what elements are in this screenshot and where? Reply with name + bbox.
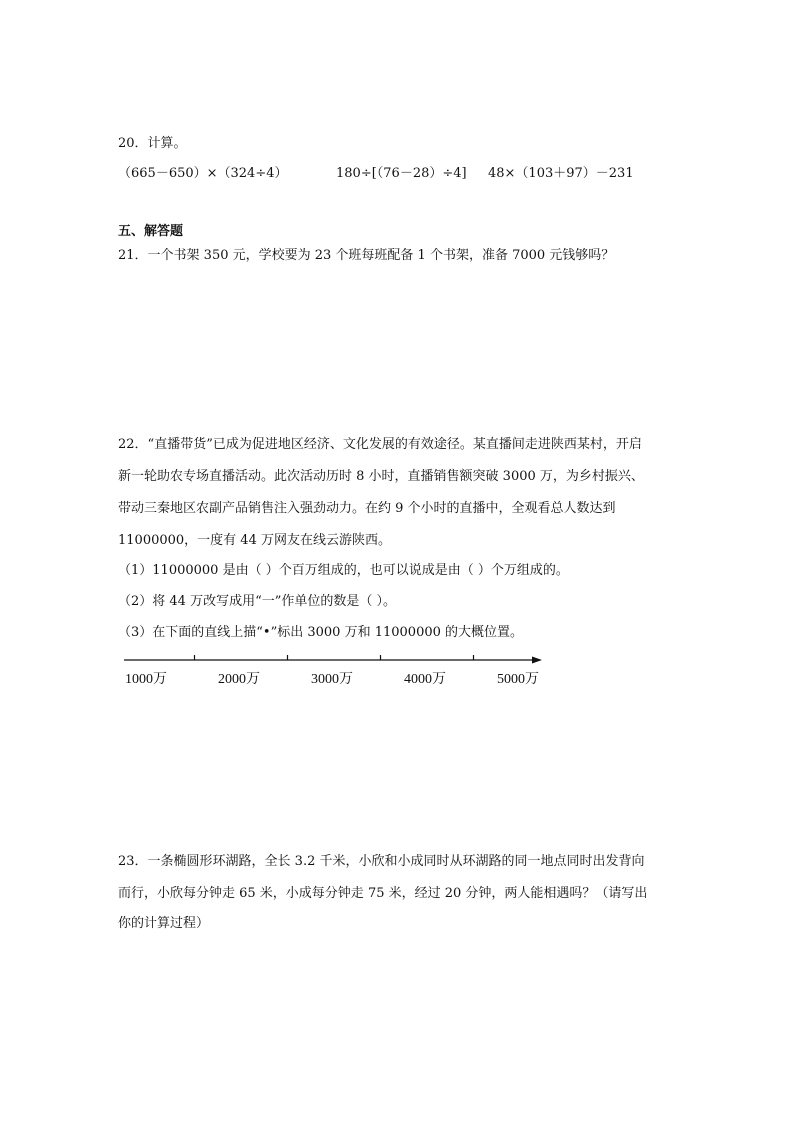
number-line bbox=[118, 648, 558, 692]
section-heading: 五、解答题 bbox=[118, 224, 184, 239]
calc-expression-3: 48×（103＋97）－231 bbox=[488, 166, 634, 181]
question-22-sub-1: （1）11000000 是由（ ）个百万组成的，也可以说成是由（ ）个万组成的。 bbox=[118, 563, 569, 578]
number-line-label: 2000万 bbox=[218, 672, 260, 687]
question-23-line-3: 你的计算过程） bbox=[118, 916, 210, 931]
question-20-title: 20．计算。 bbox=[118, 136, 187, 151]
question-22-sub-3: （3）在下面的直线上描“•”标出 3000 万和 11000000 的大概位置。 bbox=[118, 625, 524, 640]
question-22-line-1: 22．“直播带货”已成为促进地区经济、文化发展的有效途径。某直播间走进陕西某村，开启 bbox=[118, 437, 642, 452]
question-22-line-4: 11000000，一度有 44 万网友在线云游陕西。 bbox=[118, 533, 391, 548]
number-line-svg bbox=[118, 648, 558, 692]
number-line-label: 5000万 bbox=[497, 672, 539, 687]
question-22-line-2: 新一轮助农专场直播活动。此次活动历时 8 小时，直播销售额突破 3000 万，为乡村振兴、 bbox=[118, 469, 644, 484]
number-line-label: 3000万 bbox=[311, 672, 353, 687]
question-23-line-2: 而行，小欣每分钟走 65 米，小成每分钟走 75 米，经过 20 分钟，两人能相遇吗？（请写出 bbox=[118, 886, 648, 901]
calc-expression-1: （665－650）×（324÷4） bbox=[118, 166, 288, 181]
number-line-arrow-icon bbox=[532, 657, 542, 664]
calc-expression-2: 180÷[（76－28）÷4] bbox=[336, 166, 467, 181]
question-21-text: 21．一个书架 350 元，学校要为 23 个班每班配备 1 个书架，准备 7000 元钱够吗？ bbox=[118, 248, 615, 263]
question-23-line-1: 23．一条椭圆形环湖路，全长 3.2 千米，小欣和小成同时从环湖路的同一地点同时出发背向 bbox=[118, 854, 645, 869]
number-line-label: 1000万 bbox=[125, 672, 167, 687]
question-22-sub-2: （2）将 44 万改写成用“一”作单位的数是（ ）。 bbox=[118, 594, 397, 609]
number-line-label: 4000万 bbox=[404, 672, 446, 687]
question-22-line-3: 带动三秦地区农副产品销售注入强劲动力。在约 9 个小时的直播中，全观看总人数达到 bbox=[118, 501, 616, 516]
